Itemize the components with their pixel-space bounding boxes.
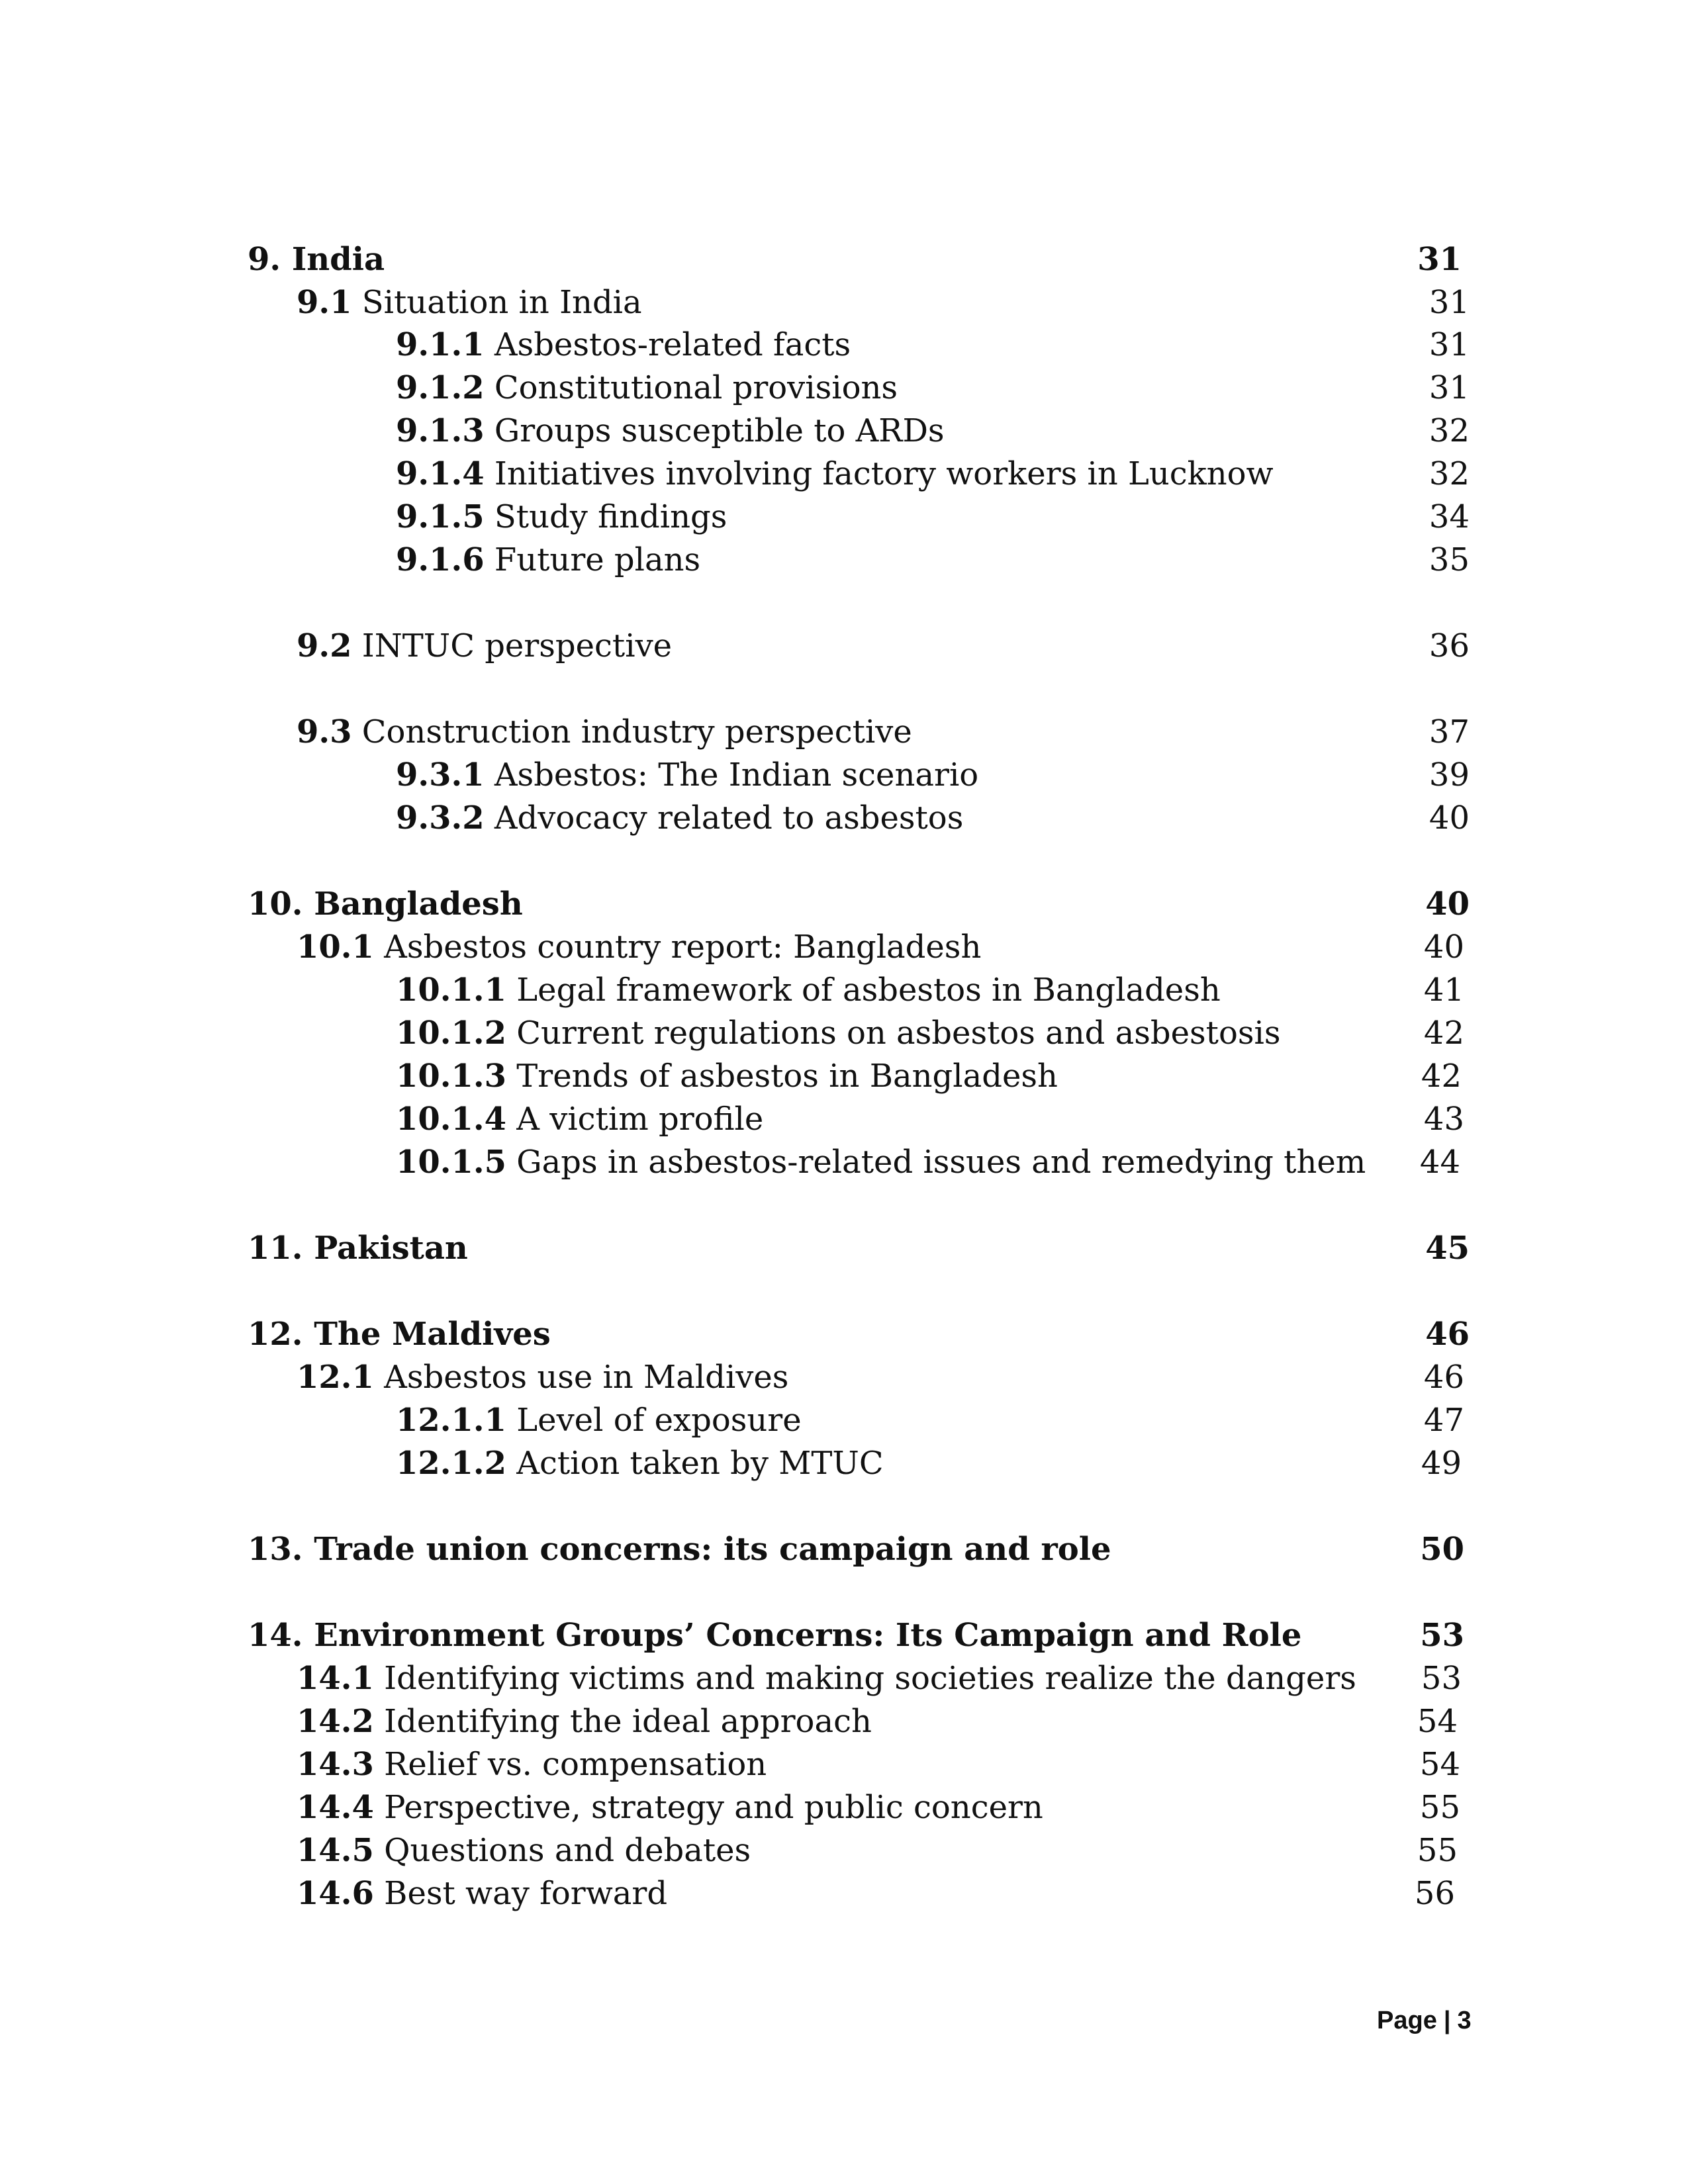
toc-entry-12-1[interactable] (0, 1356, 1688, 1398)
toc-entry-9-1-2[interactable] (0, 367, 1688, 409)
toc-entry-page: 40 (1425, 886, 1470, 923)
toc-entry-14-1[interactable] (0, 1657, 1688, 1700)
toc-entry-number: 14. (248, 1617, 303, 1654)
toc-entry-10-1-2[interactable] (0, 1012, 1688, 1054)
toc-entry-title: Situation in India (361, 284, 642, 321)
toc-entry-14[interactable] (0, 1614, 1688, 1657)
toc-entry-label (248, 1313, 551, 1355)
toc-entry-label (396, 797, 963, 839)
toc-entry-number: 12.1.2 (396, 1445, 507, 1482)
toc-entry-title: Legal framework of asbestos in Bangladesh (516, 972, 1221, 1009)
toc-entry-number: 9.1.4 (396, 455, 485, 492)
toc-entry-number: 10.1.3 (396, 1058, 507, 1095)
toc-entry-title: Trade union concerns: its campaign and role (314, 1531, 1111, 1568)
toc-entry-page: 50 (1420, 1531, 1464, 1568)
toc-entry-page: 34 (1429, 498, 1470, 535)
toc-entry-title: Constitutional provisions (494, 369, 898, 406)
toc-entry-page: 40 (1429, 799, 1470, 837)
toc-entry-number: 14.1 (297, 1660, 374, 1697)
footer-page-number: 3 (1457, 2007, 1472, 2034)
toc-entry-label (297, 1872, 667, 1915)
toc-entry-11[interactable] (0, 1227, 1688, 1269)
toc-entry-title: A victim profile (516, 1101, 764, 1138)
toc-entry-title: Asbestos: The Indian scenario (494, 756, 979, 794)
toc-entry-number: 12.1.1 (396, 1402, 507, 1439)
toc-entry-label (297, 926, 981, 968)
toc-entry-page: 55 (1417, 1832, 1458, 1869)
toc-entry-label (248, 1227, 468, 1269)
toc-entry-label (396, 410, 945, 452)
toc-entry-title: Asbestos use in Maldives (384, 1359, 789, 1396)
toc-entry-label (396, 324, 851, 366)
toc-entry-page: 32 (1429, 412, 1470, 449)
toc-entry-page: 45 (1425, 1230, 1470, 1267)
toc-entry-title: Perspective, strategy and public concern (384, 1789, 1043, 1826)
toc-entry-label (396, 1141, 1366, 1183)
toc-entry-9-1-5[interactable] (0, 496, 1688, 538)
toc-entry-label (396, 1055, 1058, 1097)
toc-entry-page: 55 (1419, 1789, 1460, 1826)
toc-entry-label (248, 1614, 1301, 1657)
toc-entry-title: Identifying the ideal approach (384, 1703, 872, 1740)
toc-entry-title: India (291, 241, 385, 278)
toc-entry-label (297, 711, 912, 753)
toc-entry-page: 53 (1421, 1660, 1462, 1697)
toc-entry-14-3[interactable] (0, 1743, 1688, 1786)
toc-entry-page: 47 (1423, 1402, 1464, 1439)
toc-entry-14-4[interactable] (0, 1786, 1688, 1829)
toc-entry-page: 31 (1417, 241, 1462, 278)
toc-entry-9-1[interactable] (0, 281, 1688, 324)
toc-entry-12[interactable] (0, 1313, 1688, 1355)
toc-entry-label (297, 1700, 872, 1743)
toc-entry-label (297, 281, 642, 324)
toc-entry-page: 31 (1429, 284, 1470, 321)
toc-entry-page: 46 (1425, 1316, 1470, 1353)
toc-entry-page: 31 (1429, 369, 1470, 406)
toc-entry-number: 10. (248, 886, 303, 923)
toc-entry-number: 9.2 (297, 627, 352, 664)
toc-entry-label (297, 1657, 1356, 1700)
toc-entry-title: Pakistan (314, 1230, 468, 1267)
toc-entry-number: 10.1 (297, 929, 374, 966)
toc-entry-title: Environment Groups’ Concerns: Its Campaign and Role (314, 1617, 1302, 1654)
toc-entry-label (396, 496, 727, 538)
toc-entry-number: 9.3 (297, 713, 352, 751)
toc-entry-page: 43 (1423, 1101, 1464, 1138)
toc-entry-page: 42 (1421, 1058, 1462, 1095)
toc-entry-number: 13. (248, 1531, 303, 1568)
toc-entry-10-1-3[interactable] (0, 1055, 1688, 1097)
toc-entry-label (396, 969, 1221, 1011)
toc-entry-9-3-1[interactable] (0, 754, 1688, 796)
toc-entry-14-2[interactable] (0, 1700, 1688, 1743)
toc-entry-number: 9.1.5 (396, 498, 485, 535)
footer-separator: | (1443, 2007, 1451, 2034)
toc-entry-9-2[interactable] (0, 625, 1688, 667)
toc-entry-label (396, 453, 1274, 495)
toc-entry-number: 12.1 (297, 1359, 374, 1396)
toc-entry-title: Initiatives involving factory workers in Lucknow (494, 455, 1274, 492)
toc-entry-9-1-4[interactable] (0, 453, 1688, 495)
toc-entry-page: 36 (1429, 627, 1470, 664)
toc-entry-9-1-1[interactable] (0, 324, 1688, 366)
toc-entry-number: 9.3.2 (396, 799, 485, 837)
toc-entry-number: 9.1.3 (396, 412, 485, 449)
toc-entry-title: Best way forward (384, 1875, 668, 1912)
toc-entry-9-1-6[interactable] (0, 539, 1688, 581)
toc-entry-9-1-3[interactable] (0, 410, 1688, 452)
footer-page-label: Page (1377, 2007, 1437, 2034)
toc-entry-12-1-2[interactable] (0, 1442, 1688, 1484)
toc-entry-10-1-1[interactable] (0, 969, 1688, 1011)
toc-entry-12-1-1[interactable] (0, 1399, 1688, 1441)
toc-entry-title: Groups susceptible to ARDs (494, 412, 945, 449)
toc-entry-label (396, 1012, 1280, 1054)
toc-entry-number: 12. (248, 1316, 303, 1353)
toc-entry-title: The Maldives (314, 1316, 551, 1353)
toc-entry-10-1-4[interactable] (0, 1098, 1688, 1140)
toc-entry-title: Trends of asbestos in Bangladesh (516, 1058, 1058, 1095)
toc-entry-page: 41 (1423, 972, 1464, 1009)
toc-entry-page: 54 (1417, 1703, 1458, 1740)
toc-entry-page: 56 (1414, 1875, 1455, 1912)
toc-entry-label (396, 1442, 884, 1484)
toc-entry-number: 9.1.2 (396, 369, 485, 406)
toc-entry-number: 10.1.4 (396, 1101, 507, 1138)
toc-entry-number: 9. (248, 241, 281, 278)
toc-entry-10-1-5[interactable] (0, 1141, 1688, 1183)
toc-entry-number: 14.5 (297, 1832, 374, 1869)
toc-entry-label (297, 1356, 788, 1398)
toc-entry-label (396, 1098, 763, 1140)
toc-entry-number: 10.1.5 (396, 1144, 507, 1181)
toc-entry-number: 11. (248, 1230, 303, 1267)
toc-entry-label (297, 1743, 767, 1786)
toc-entry-page: 40 (1423, 929, 1464, 966)
toc-entry-page: 32 (1429, 455, 1470, 492)
toc-entry-14-6[interactable] (0, 1872, 1688, 1915)
toc-entry-9-3-2[interactable] (0, 797, 1688, 839)
toc-entry-label (396, 754, 978, 796)
toc-entry-number: 14.6 (297, 1875, 374, 1912)
toc-entry-title: Bangladesh (314, 886, 523, 923)
toc-entry-label (297, 1829, 751, 1872)
toc-entry-label (297, 1786, 1043, 1829)
toc-entry-number: 14.3 (297, 1746, 374, 1783)
toc-entry-number: 9.3.1 (396, 756, 485, 794)
toc-entry-page: 42 (1423, 1015, 1464, 1052)
toc-entry-title: INTUC perspective (361, 627, 673, 664)
toc-entry-page: 54 (1419, 1746, 1460, 1783)
toc-entry-13[interactable] (0, 1528, 1688, 1570)
toc-entry-label (396, 539, 700, 581)
toc-entry-title: Construction industry perspective (361, 713, 912, 751)
toc-entry-title: Level of exposure (516, 1402, 802, 1439)
toc-entry-number: 10.1.1 (396, 972, 507, 1009)
toc-entry-title: Gaps in asbestos-related issues and remedying them (516, 1144, 1366, 1181)
toc-entry-number: 9.1.1 (396, 326, 485, 363)
toc-entry-page: 35 (1429, 541, 1470, 578)
toc-entry-label (396, 367, 898, 409)
toc-entry-9[interactable] (0, 238, 1688, 281)
toc-entry-number: 10.1.2 (396, 1015, 507, 1052)
toc-entry-title: Asbestos-related facts (494, 326, 851, 363)
toc-entry-title: Action taken by MTUC (516, 1445, 884, 1482)
toc-entry-title: Advocacy related to asbestos (494, 799, 964, 837)
toc-entry-page: 31 (1429, 326, 1470, 363)
toc-entry-title: Current regulations on asbestos and asbestosis (516, 1015, 1281, 1052)
toc-entry-label (396, 1399, 802, 1441)
toc-entry-label (248, 883, 523, 925)
toc-entry-label (248, 238, 385, 281)
toc-entry-title: Relief vs. compensation (384, 1746, 767, 1783)
toc-entry-9-3[interactable] (0, 711, 1688, 753)
toc-entry-page: 44 (1419, 1144, 1460, 1181)
toc-entry-label (248, 1528, 1111, 1570)
toc-entry-label (297, 625, 672, 667)
toc-entry-page: 46 (1423, 1359, 1464, 1396)
toc-entry-10-1[interactable] (0, 926, 1688, 968)
toc-entry-page: 49 (1421, 1445, 1462, 1482)
page-footer (1377, 2004, 1472, 2037)
toc-entry-page: 39 (1429, 756, 1470, 794)
toc-entry-14-5[interactable] (0, 1829, 1688, 1872)
toc-entry-number: 14.4 (297, 1789, 374, 1826)
toc-entry-page: 53 (1420, 1617, 1464, 1654)
toc-entry-title: Identifying victims and making societies realize the dangers (384, 1660, 1356, 1697)
toc-entry-number: 14.2 (297, 1703, 374, 1740)
toc-entry-number: 9.1 (297, 284, 352, 321)
toc-entry-title: Study findings (494, 498, 727, 535)
toc-entry-page: 37 (1429, 713, 1470, 751)
toc-entry-title: Asbestos country report: Bangladesh (384, 929, 982, 966)
toc-entry-10[interactable] (0, 883, 1688, 925)
toc-entry-title: Questions and debates (384, 1832, 751, 1869)
toc-entry-title: Future plans (494, 541, 701, 578)
toc-entry-number: 9.1.6 (396, 541, 485, 578)
